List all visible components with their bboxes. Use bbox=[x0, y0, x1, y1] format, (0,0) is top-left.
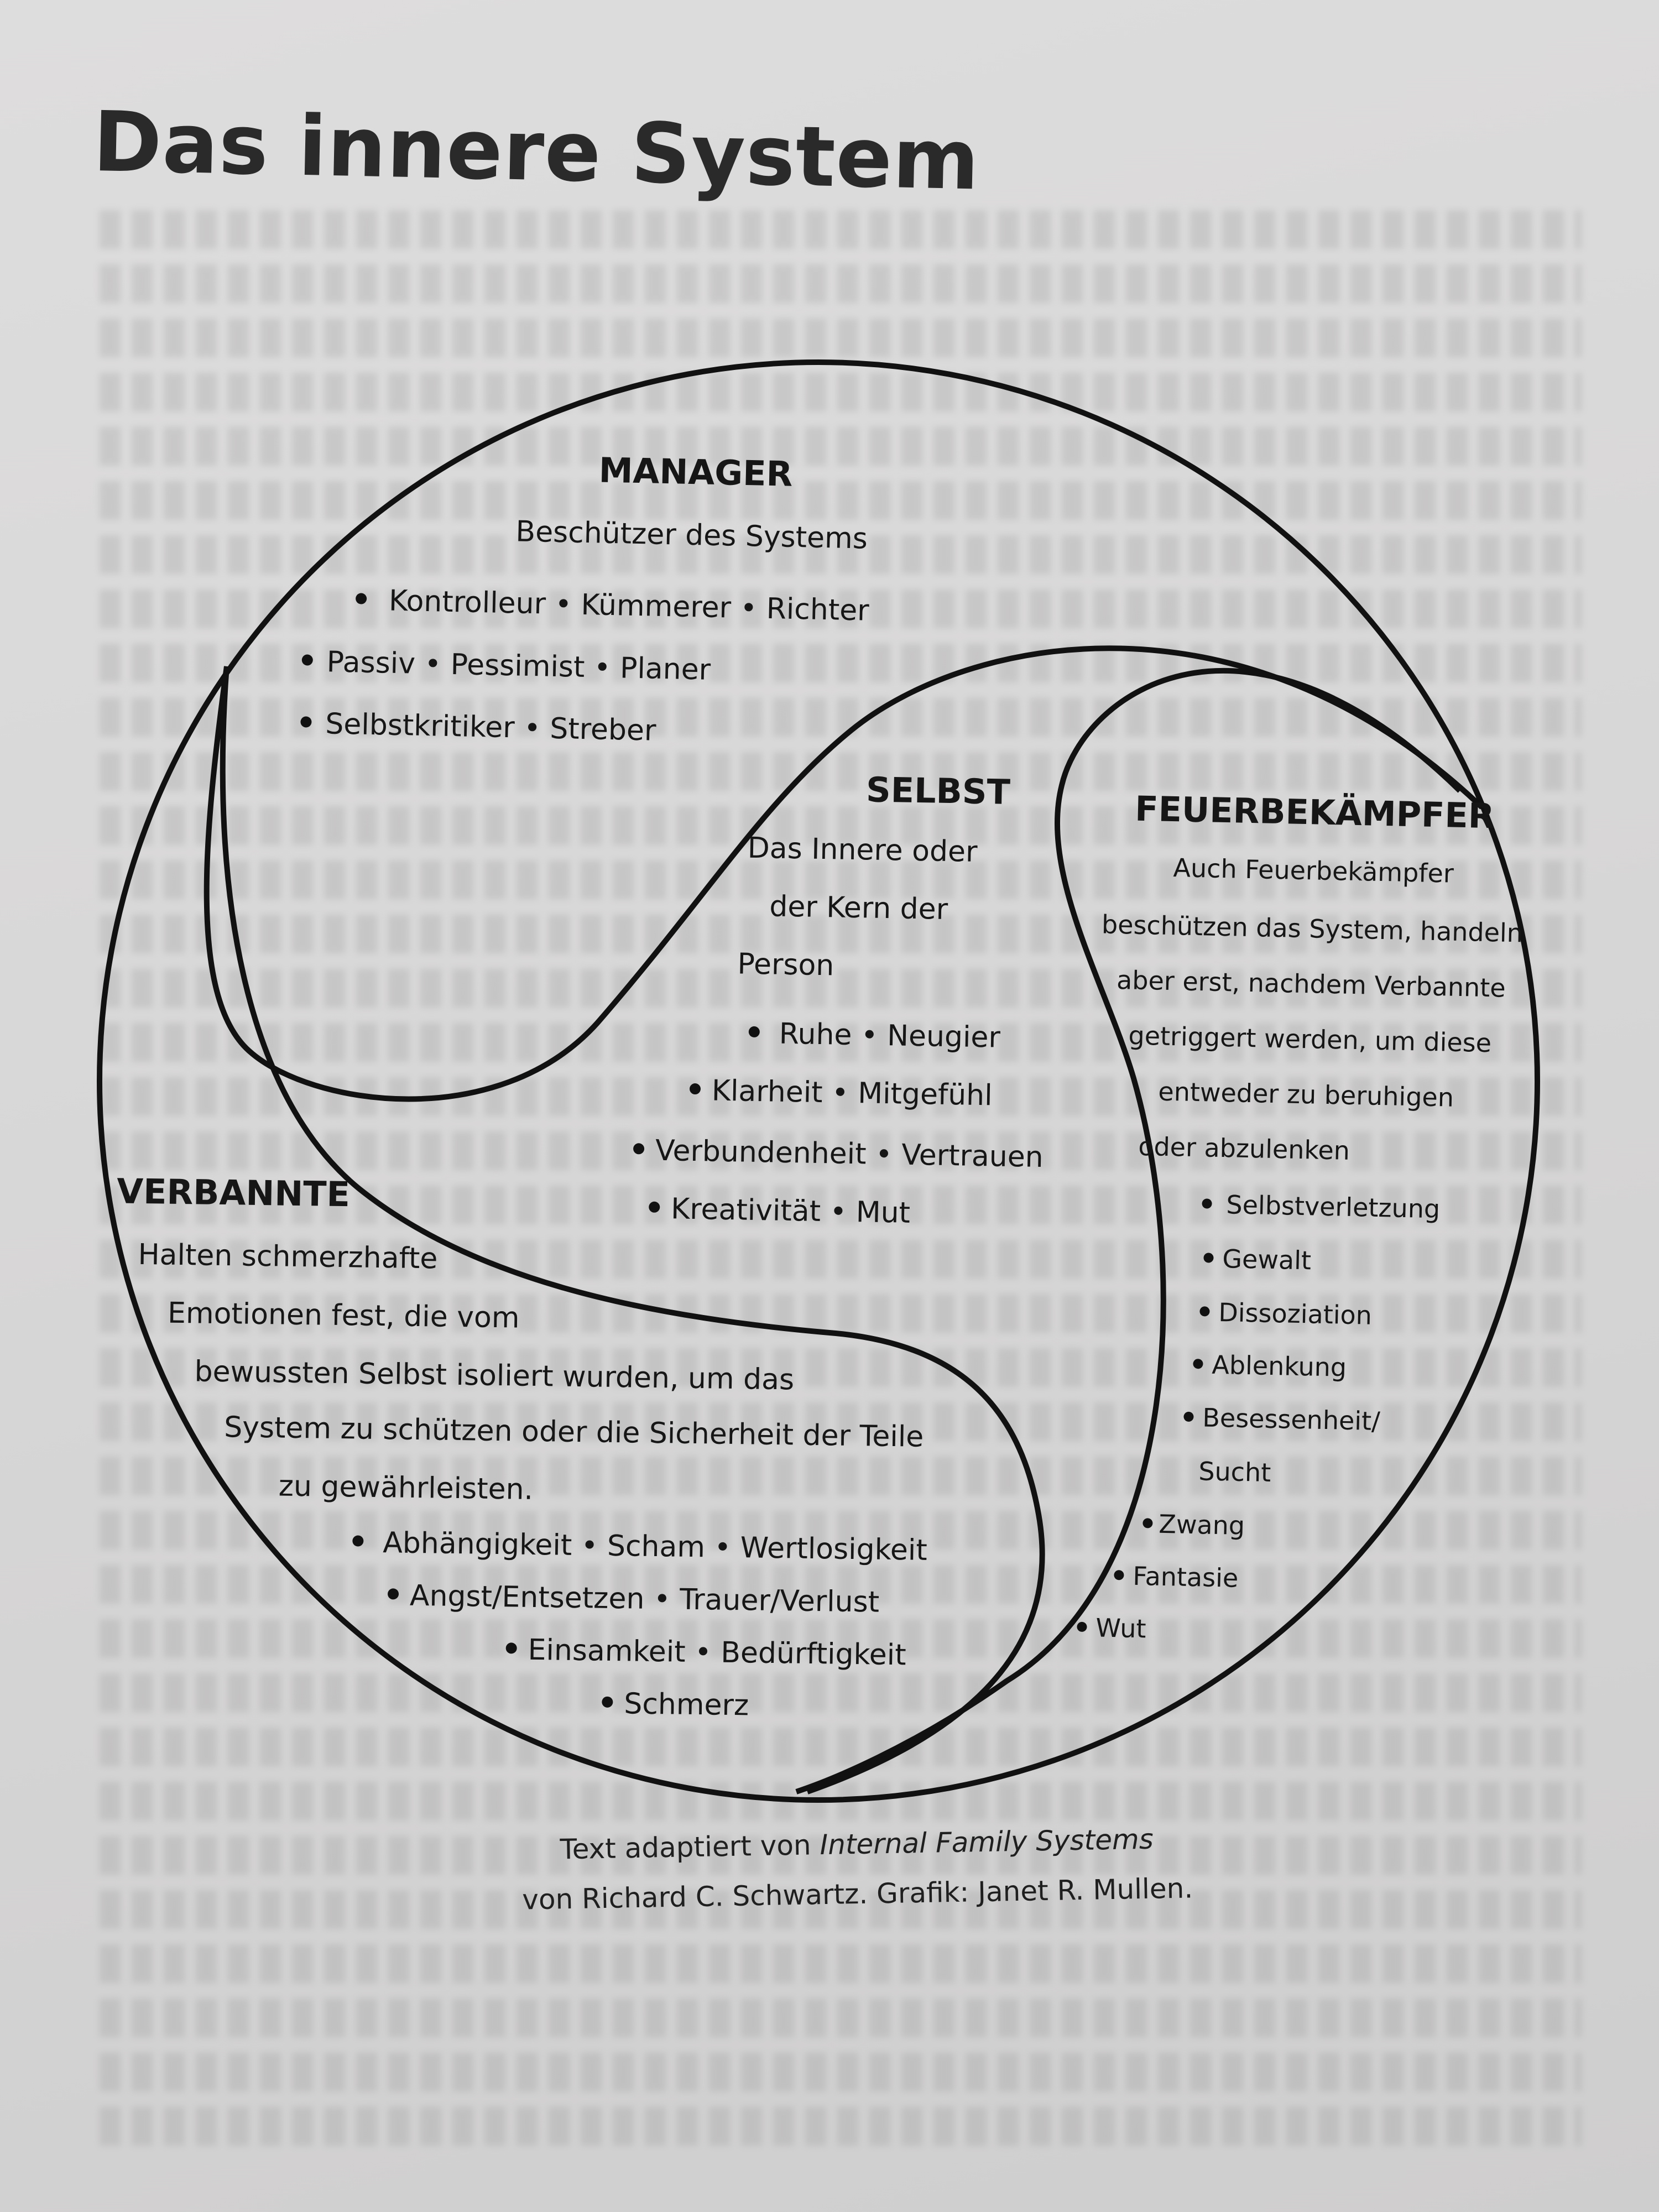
selbst-traits-line: Kreativität • Mut bbox=[670, 1192, 911, 1230]
feuerbekaempfer-description-line: aber erst, nachdem Verbannte bbox=[1116, 964, 1506, 1003]
verbannte-description-line: bewussten Selbst isoliert wurden, um das bbox=[194, 1355, 795, 1397]
selbst-description-line: Person bbox=[737, 947, 834, 983]
bullet-icon bbox=[302, 654, 313, 665]
verbannte-traits-line: Schmerz bbox=[623, 1687, 749, 1723]
manager-heading: MANAGER bbox=[598, 450, 794, 494]
verbannte-description-line: System zu schützen oder die Sicherheit der Teile bbox=[223, 1411, 924, 1454]
bullet-icon bbox=[1203, 1253, 1213, 1262]
feuerbekaempfer-trait: Selbstverletzung bbox=[1225, 1190, 1441, 1224]
feuerbekaempfer-trait: Fantasie bbox=[1132, 1561, 1239, 1593]
selbst-heading: SELBST bbox=[865, 769, 1011, 812]
feuerbekaempfer-trait: Sucht bbox=[1198, 1456, 1271, 1488]
manager-section bbox=[300, 444, 873, 752]
verbannte-section bbox=[109, 1171, 932, 1724]
bullet-icon bbox=[352, 1535, 363, 1546]
verbannte-description-line: Halten schmerzhafte bbox=[138, 1238, 438, 1276]
selbst-section bbox=[632, 765, 1050, 1232]
feuerbekaempfer-heading: FEUERBEKÄMPFER bbox=[1134, 788, 1495, 837]
verbannte-traits-line: Angst/Entsetzen • Trauer/Verlust bbox=[409, 1579, 880, 1619]
feuerbekaempfer-description-line: getriggert werden, um diese bbox=[1128, 1020, 1492, 1058]
bullet-icon bbox=[690, 1083, 701, 1094]
bullet-icon bbox=[1114, 1570, 1124, 1580]
feuerbekaempfer-trait: Ablenkung bbox=[1211, 1349, 1347, 1383]
feuerbekaempfer-trait: Besessenheit/ bbox=[1202, 1402, 1381, 1437]
figure-caption bbox=[387, 1811, 1328, 1927]
feuerbekaempfer-description-line: oder abzulenken bbox=[1138, 1131, 1350, 1166]
caption-prefix: Text adaptiert von bbox=[560, 1829, 820, 1866]
caption-line-2: von Richard C. Schwartz. Grafik: Janet R. Mullen. bbox=[521, 1872, 1193, 1916]
feuerbekaempfer-trait: Wut bbox=[1095, 1613, 1147, 1644]
bullet-icon bbox=[1183, 1412, 1193, 1422]
bullet-icon bbox=[1193, 1359, 1203, 1369]
selbst-traits-line: Klarheit • Mitgefühl bbox=[711, 1074, 993, 1113]
selbst-description-line: der Kern der bbox=[769, 890, 948, 926]
page-title: Das innere System bbox=[92, 94, 981, 209]
verbannte-heading: VERBANNTE bbox=[116, 1171, 351, 1215]
feuerbekaempfer-trait: Gewalt bbox=[1222, 1244, 1312, 1276]
bullet-icon bbox=[1199, 1306, 1209, 1316]
bullet-icon bbox=[300, 716, 311, 727]
bullet-icon bbox=[749, 1026, 760, 1037]
selbst-traits-line: Ruhe • Neugier bbox=[779, 1017, 1001, 1055]
verbannte-description-line: Emotionen fest, die vom bbox=[167, 1296, 520, 1335]
feuerbekaempfer-description-line: Auch Feuerbekämpfer bbox=[1173, 853, 1454, 889]
manager-traits-line: Passiv • Pessimist • Planer bbox=[326, 645, 711, 687]
feuerbekaempfer-trait: Zwang bbox=[1158, 1509, 1245, 1541]
feuerbekaempfer-trait: Dissoziation bbox=[1218, 1297, 1373, 1331]
feuerbekaempfer-description-line: beschützen das System, handeln bbox=[1101, 909, 1524, 948]
manager-subtitle: Beschützer des Systems bbox=[515, 515, 868, 556]
bullet-icon bbox=[633, 1143, 644, 1154]
bullet-icon bbox=[1202, 1198, 1212, 1208]
bullet-icon bbox=[506, 1642, 517, 1653]
bullet-icon bbox=[602, 1697, 613, 1708]
verbannte-description-line: zu gewährleisten. bbox=[278, 1469, 534, 1506]
manager-traits-line: Kontrolleur • Kümmerer • Richter bbox=[388, 584, 870, 628]
feuerbekaempfer-description-line: entweder zu beruhigen bbox=[1157, 1076, 1454, 1113]
verbannte-traits-line: Abhängigkeit • Scham • Wertlosigkeit bbox=[382, 1526, 928, 1567]
bullet-icon bbox=[388, 1588, 399, 1599]
verbannte-traits-line: Einsamkeit • Bedürftigkeit bbox=[528, 1633, 907, 1672]
caption-book-title: Internal Family Systems bbox=[819, 1823, 1154, 1861]
manager-traits-line: Selbstkritiker • Streber bbox=[325, 707, 656, 748]
feuerbekaempfer-section bbox=[1077, 787, 1526, 1651]
selbst-description-line: Das Innere oder bbox=[747, 831, 978, 869]
bullet-icon bbox=[649, 1202, 660, 1213]
bullet-icon bbox=[1077, 1622, 1087, 1632]
bullet-icon bbox=[1142, 1518, 1152, 1528]
selbst-traits-line: Verbundenheit • Vertrauen bbox=[655, 1134, 1044, 1175]
bullet-icon bbox=[356, 593, 367, 604]
